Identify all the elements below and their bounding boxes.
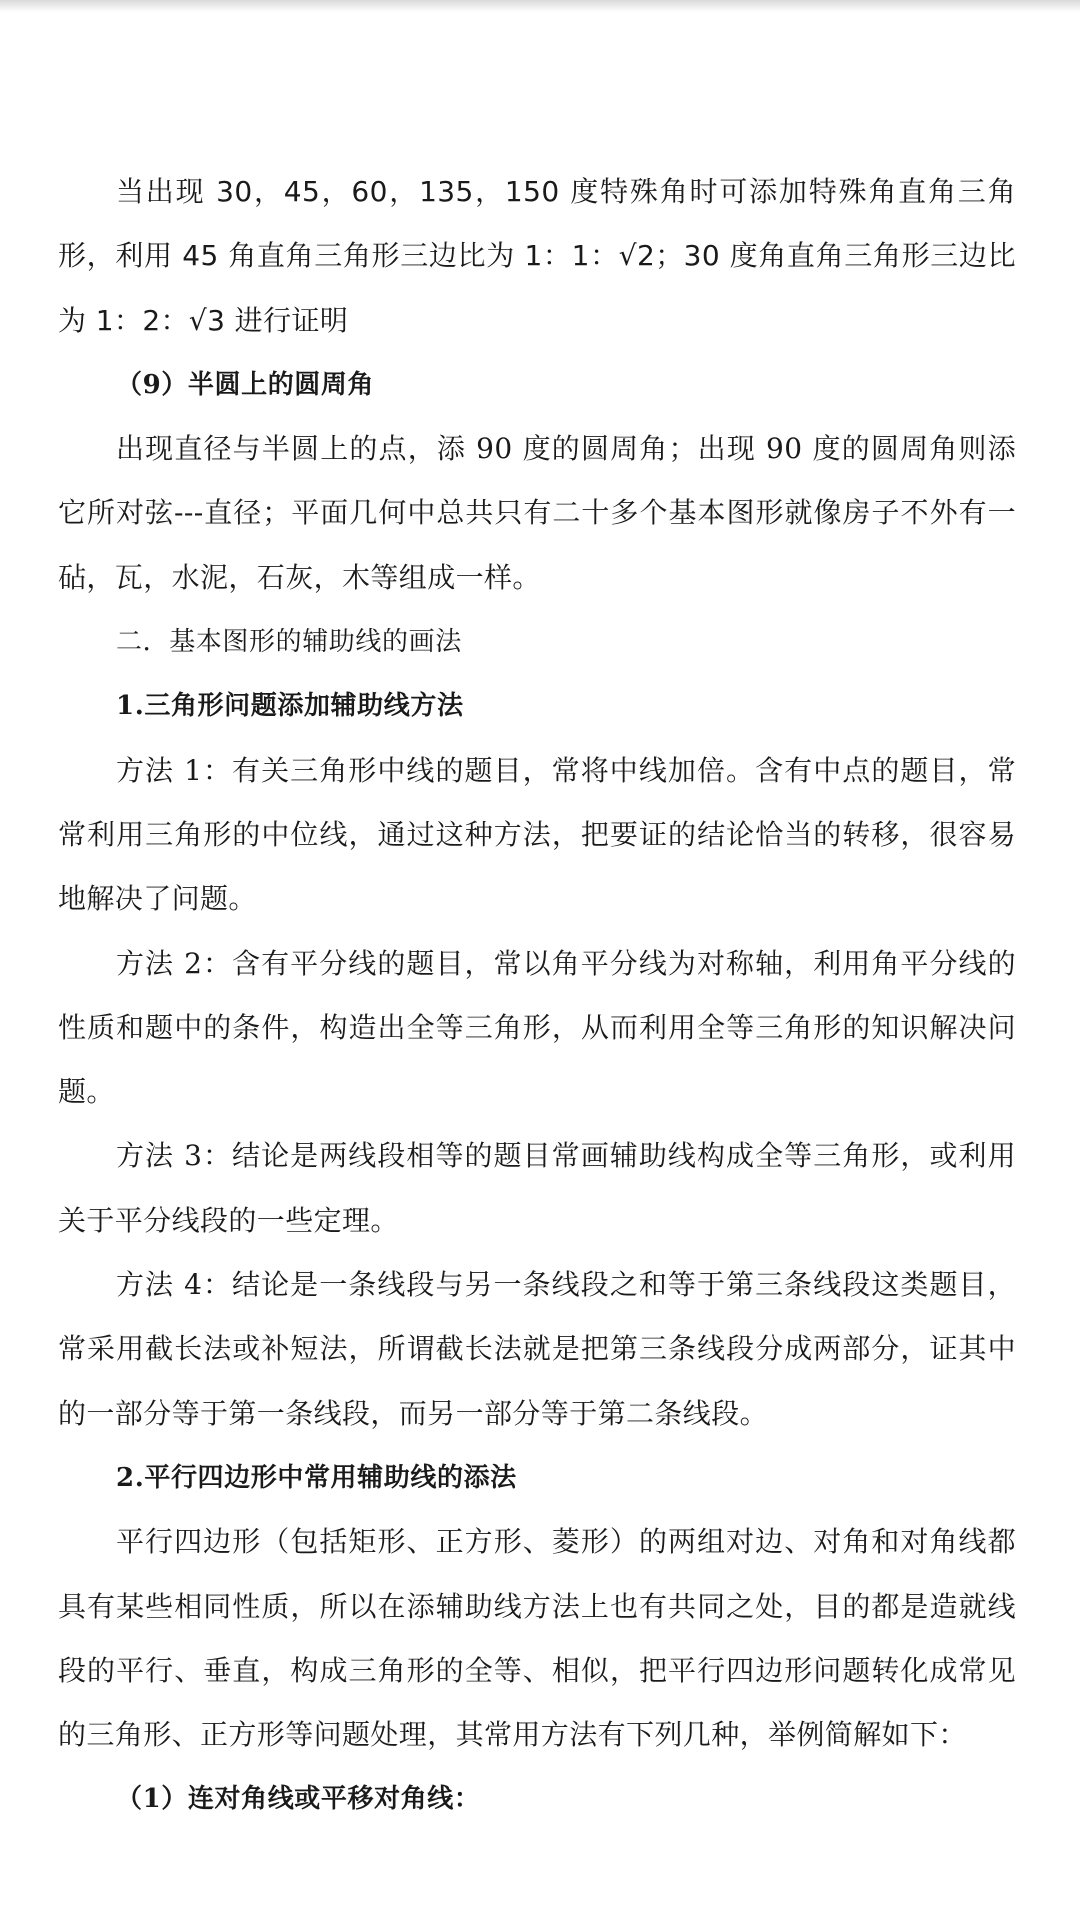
document-page <box>58 160 1016 1832</box>
paragraph-diameter: 出现直径与半圆上的点，添 90 度的圆周角；出现 90 度的圆周角则添它所对弦---直径；平面几何中总共只有二十多个基本图形就像房子不外有一砧，瓦，水泥，石灰，木等组成一样。 <box>58 432 1016 594</box>
top-shadow <box>0 0 1080 12</box>
heading-parallelogram-methods: 2.平行四边形中常用辅助线的添法 <box>116 1462 517 1493</box>
paragraph-parallelogram: 平行四边形（包括矩形、正方形、菱形）的两组对边、对角和对角线都具有某些相同性质，所以在添辅助线方法上也有共同之处，目的都是造就线段的平行、垂直，构成三角形的全等、相似，把平行四边形问题转化成常见的三角形、正方形等问题处理，其常用方法有下列几种，举例简解如下： <box>58 1525 1016 1752</box>
heading-diagonal: （1）连对角线或平移对角线： <box>116 1784 481 1815</box>
heading-triangle-methods: 1.三角形问题添加辅助线方法 <box>116 691 464 722</box>
paragraph-method-1: 方法 1：有关三角形中线的题目，常将中线加倍。含有中点的题目，常常利用三角形的中位线，通过这种方法，把要证的结论恰当的转移，很容易地解决了问题。 <box>58 753 1016 916</box>
heading-basic-figures: 二．基本图形的辅助线的画法 <box>116 627 462 658</box>
paragraph-method-4: 方法 4：结论是一条线段与另一条线段之和等于第三条线段这类题目，常采用截长法或补短法，所谓截长法就是把第三条线段分成两部分，证其中的一部分等于第一条线段，而另一部分等于第二条线段。 <box>58 1268 1016 1430</box>
heading-semicircle-angle: （9）半圆上的圆周角 <box>116 369 375 400</box>
paragraph-method-2: 方法 2：含有平分线的题目，常以角平分线为对称轴，利用角平分线的性质和题中的条件，构造出全等三角形，从而利用全等三角形的知识解决问题。 <box>58 946 1016 1109</box>
paragraph-special-angles: 当出现 30，45，60，135，150 度特殊角时可添加特殊角直角三角形，利用 45 角直角三角形三边比为 1：1：√2；30 度角直角三角形三边比为 1：2：√3 进行证明 <box>58 175 1016 337</box>
paragraph-method-3: 方法 3：结论是两线段相等的题目常画辅助线构成全等三角形，或利用关于平分线段的一些定理。 <box>58 1139 1016 1237</box>
